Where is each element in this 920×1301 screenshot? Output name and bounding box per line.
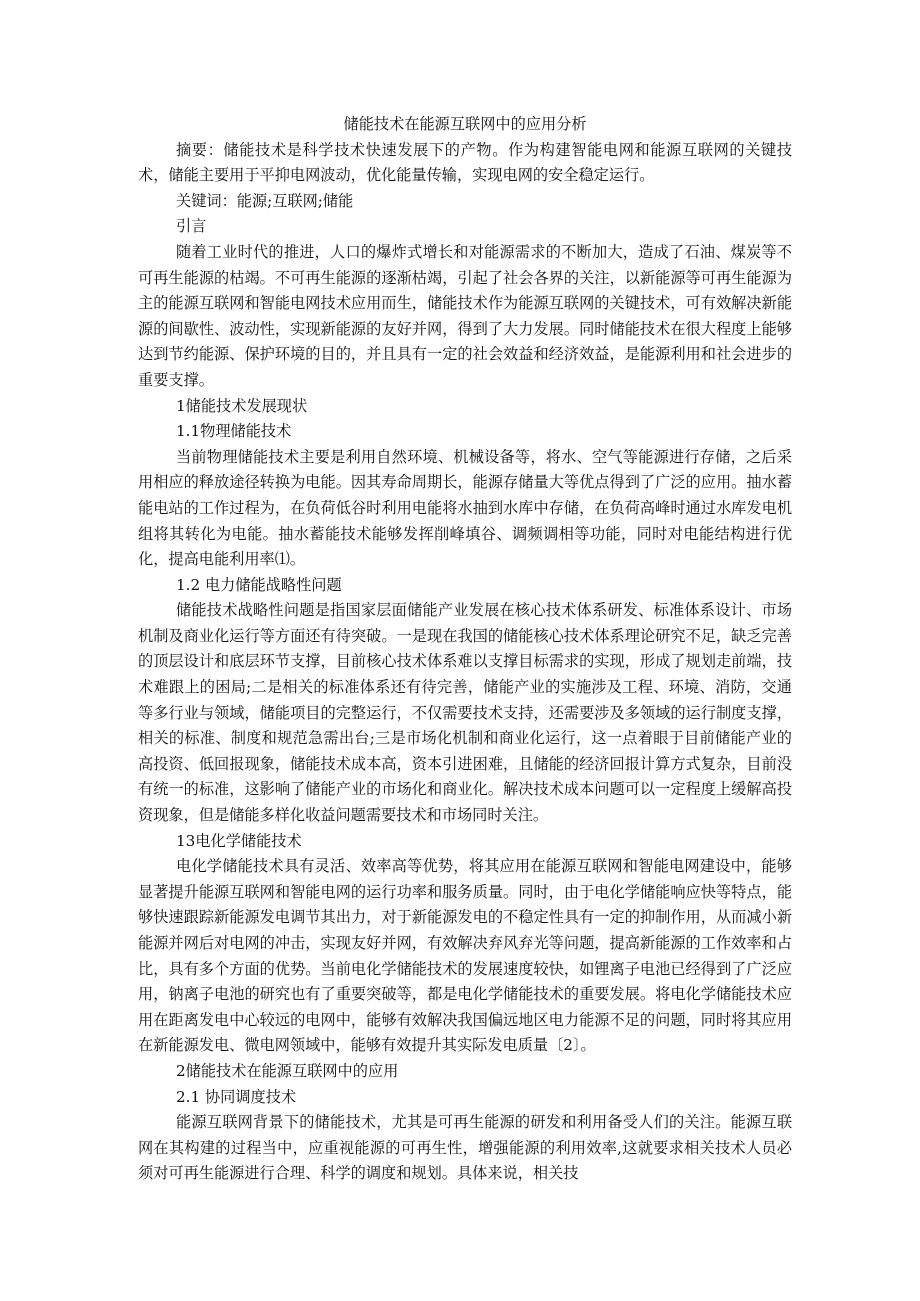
section-2-1-heading: 2.1 协同调度技术 [176, 1087, 297, 1106]
section-2-heading: 2储能技术在能源互联网中的应用 [176, 1061, 399, 1080]
section-1-1-heading: 1.1物理储能技术 [176, 422, 292, 441]
section-1-3-heading: 13电化学储能技术 [176, 831, 302, 850]
abstract-paragraph: 摘要：储能技术是科学技术快速发展下的产物。作为构建智能电网和能源互联网的关键技术，储能主要用于平抑电网波动，优化能量传输，实现电网的安全稳定运行。 [138, 140, 792, 185]
document-page [138, 112, 792, 1187]
section-1-3-paragraph: 电化学储能技术具有灵活、效率高等优势，将其应用在能源互联网和智能电网建设中，能够显著提升能源互联网和智能电网的运行功率和服务质量。同时，由于电化学储能响应快等特点，能够快速跟踪新能源发电调节其出力，对于新能源发电的不稳定性具有一定的抑制作用，从而减小新能源并网后对电网的冲击，实现友好并网，有效解决弃风弃光等问题，提高新能源的工作效率和占比，具有多个方面的优势。当前电化学储能技术的发展速度较快，如锂离子电池已经得到了广泛应用，钠离子电池的研究也有了重要突破等，都是电化学储能技术的重要发展。将电化学储能技术应用在距离发电中心较远的电网中，能够有效解决我国偏远地区电力能源不足的问题，同时将其应用在新能源发电、微电网领域中，能够有效提升其实际发电质量〔2〕。 [138, 857, 792, 1055]
section-1-2-paragraph: 储能技术战略性问题是指国家层面储能产业发展在核心技术体系研发、标准体系设计、市场机制及商业化运行等方面还有待突破。一是现在我国的储能核心技术体系理论研究不足，缺乏完善的顶层设计和底层环节支撑，目前核心技术体系难以支撑目标需求的实现，形成了规划走前端，技术难跟上的困局;二是相关的标准体系还有待完善，储能产业的实施涉及工程、环境、消防，交通等多行业与领域，储能项目的完整运行，不仅需要技术支持，还需要涉及多领域的运行制度支撑，相关的标准、制度和规范急需出台;三是市场化机制和商业化运行，这一点着眼于目前储能产业的高投资、低回报现象，储能技术成本高，资本引进困难，且储能的经济回报计算方式复杂，目前没有统一的标准，这影响了储能产业的市场化和商业化。解决技术成本问题可以一定程度上缓解高投资现象，但是储能多样化收益问题需要技术和市场同时关注。 [138, 601, 792, 825]
section-1-1-paragraph: 当前物理储能技术主要是利用自然环境、机械设备等，将水、空气等能源进行存储，之后采用相应的释放途径转换为电能。因其寿命周期长，能源存储量大等优点得到了广泛的应用。抽水蓄能电站的工作过程为，在负荷低谷时利用电能将水抽到水库中存储，在负荷高峰时通过水库发电机组将其转化为电能。抽水蓄能技术能够发挥削峰填谷、调频调相等功能，同时对电能结构进行优化，提高电能利用率⑴。 [138, 447, 792, 569]
section-2-1-paragraph: 能源互联网背景下的储能技术，尤其是可再生能源的研发和利用备受人们的关注。能源互联网在其构建的过程当中，应重视能源的可再生性，增强能源的利用效率,这就要求相关技术人员必须对可再生能源进行合理、科学的调度和规划。具体来说，相关技 [138, 1113, 792, 1183]
intro-paragraph: 随着工业时代的推进，人口的爆炸式增长和对能源需求的不断加大，造成了石油、煤炭等不可再生能源的枯竭。不可再生能源的逐渐枯竭，引起了社会各界的关注，以新能源等可再生能源为主的能源互联网和智能电网技术应用而生，储能技术作为能源互联网的关键技术，可有效解决新能源的间歇性、波动性，实现新能源的友好并网，得到了大力发展。同时储能技术在很大程度上能够达到节约能源、保护环境的目的，并且具有一定的社会效益和经济效益，是能源利用和社会进步的重要支撑。 [138, 242, 792, 389]
section-1-heading: 1储能技术发展现状 [176, 396, 308, 415]
intro-heading: 引言 [176, 217, 207, 236]
document-title: 储能技术在能源互联网中的应用分析 [343, 115, 587, 133]
section-1-2-heading: 1.2 电力储能战略性问题 [176, 575, 342, 594]
keywords-line: 关键词：能源;互联网;储能 [176, 191, 354, 210]
